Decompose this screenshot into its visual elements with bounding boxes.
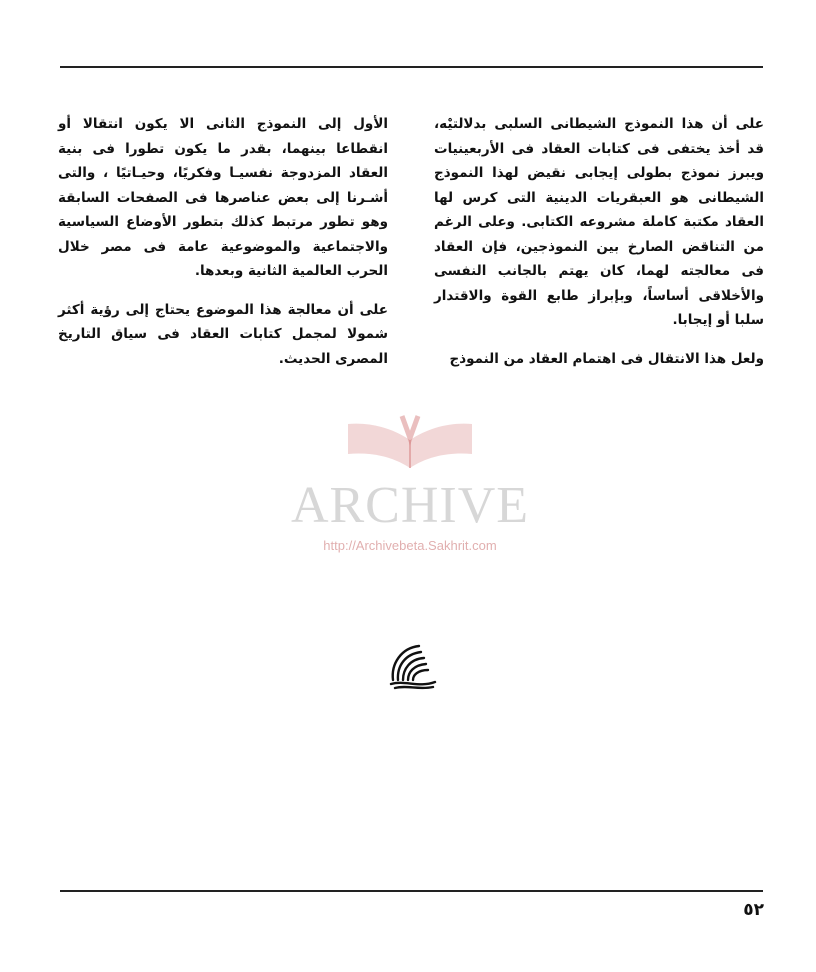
- open-book-icon: [340, 410, 480, 472]
- archive-watermark: [280, 410, 540, 560]
- watermark-url: http://Archivebeta.Sakhrit.com: [323, 538, 497, 553]
- paragraph: الأول إلى النموذج الثانى الا يكون انتقالا أو انقطاعا بينهما، بقدر ما يكون تطورا فى بنية العقاد المزدوجة نفسيـا وفكريًا، وحيـاتيًا ، والتى أشـرنا إلى بعض عناصرها فى الصفحات السابقة وهو تطور مرتبط كذلك بتطور الأوضاع السياسية والاجتماعية والموضوعية عامة فى مصر خلال الحرب العالمية الثانية وبعدها.: [58, 116, 388, 279]
- right-column: [434, 112, 764, 385]
- paragraph: على أن هذا النموذج الشيطانى السلبى بدلالتيْه، قد أخذ يختفى فى كتابات العقاد فى الأربعينيات ويبرز نموذج بطولى إيجابى نقيض لهذا النموذج الشيطانى هو العبقريات الدينية التى كرس لها العقاد مكتبة كاملة مشروعه الكتابى. وعلى الرغم من التناقض الصارخ بين النموذجين، فإن العقاد فى معالجته لهما، كان يهتم بالجانب النفسى والأخلاقى أساساً، وبإبراز طابع القوة والاقتدار سلبا أو إيجابا.: [434, 116, 764, 328]
- paragraph: ولعل هذا الانتقال فى اهتمام العقاد من النموذج: [449, 350, 764, 367]
- paragraph: على أن معالجة هذا الموضوع يحتاج إلى رؤية أكثر شمولا لمجمل كتابات العقاد فى سياق التاريخ المصرى الحديث.: [58, 301, 388, 367]
- top-rule: [60, 66, 763, 68]
- swirl-ornament-icon: [385, 640, 441, 690]
- left-column: [58, 112, 388, 385]
- watermark-text: ARCHIVE: [290, 477, 530, 534]
- page-number: ٥٢: [743, 900, 764, 920]
- bottom-rule: [60, 890, 763, 892]
